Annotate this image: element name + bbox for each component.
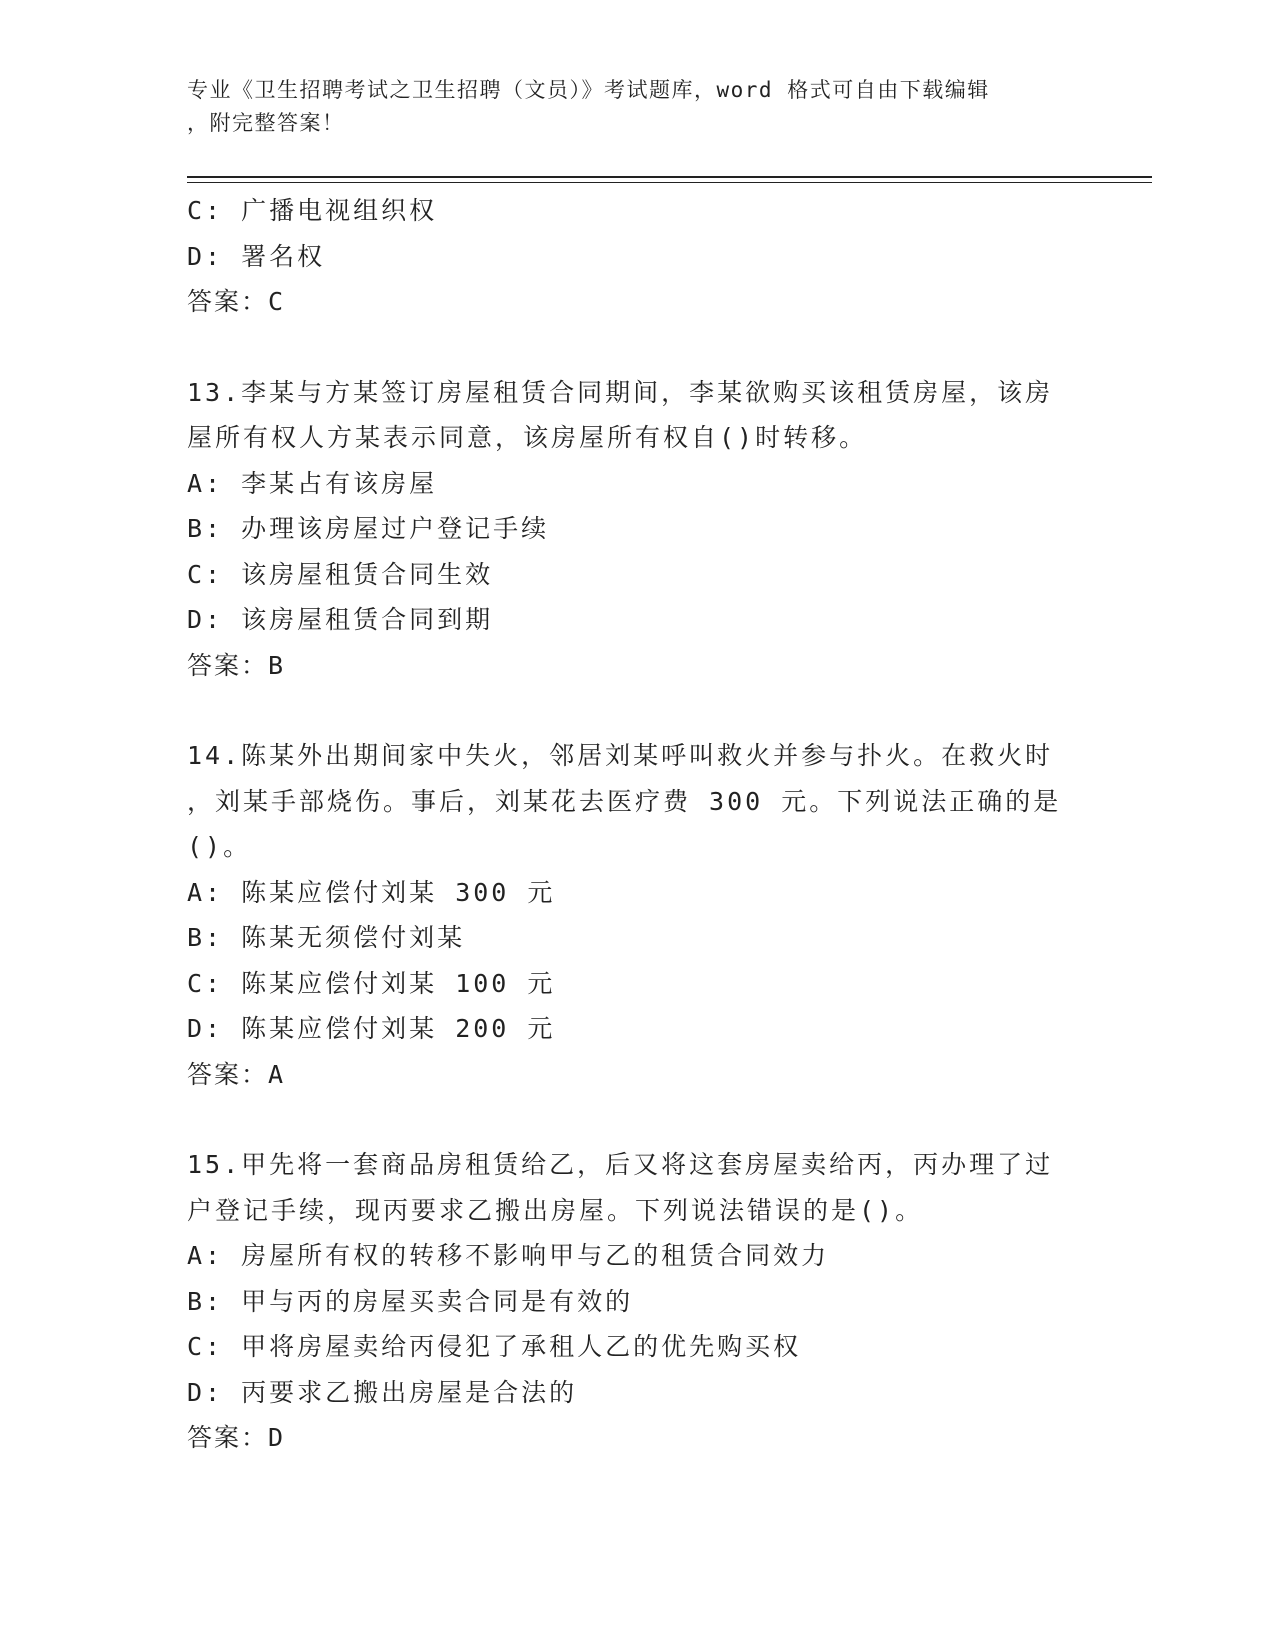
question-14 [187, 733, 1087, 1097]
option-d: D: 该房屋租赁合同到期 [187, 605, 494, 634]
question-12-continuation [187, 188, 1087, 325]
option-d: D: 丙要求乙搬出房屋是合法的 [187, 1377, 578, 1407]
header-divider-thick [187, 176, 1152, 178]
option-a: A: 李某占有该房屋 [187, 468, 438, 498]
question-stem-line: 屋所有权人方某表示同意，该房屋所有权自()时转移。 [187, 423, 868, 452]
question-stem-line: 15.甲先将一套商品房租赁给乙，后又将这套房屋卖给丙，丙办理了过 [187, 1150, 1054, 1179]
question-stem-line: ，刘某手部烧伤。事后，刘某花去医疗费 300 元。下列说法正确的是 [187, 786, 1062, 816]
question-stem-line: ()。 [187, 832, 252, 861]
option-b: B: 甲与丙的房屋买卖合同是有效的 [187, 1286, 634, 1316]
option-c: C: 广播电视组织权 [187, 196, 438, 225]
question-stem-line: 13.李某与方某签订房屋租赁合同期间，李某欲购买该租赁房屋，该房 [187, 377, 1054, 407]
question-13 [187, 370, 1087, 689]
option-d: D: 署名权 [187, 241, 326, 271]
answer-line: 答案：C [187, 287, 286, 316]
header-line-1: 专业《卫生招聘考试之卫生招聘（文员）》考试题库，word 格式可自由下载编辑 [187, 78, 990, 102]
option-c: C: 陈某应偿付刘某 100 元 [187, 968, 556, 998]
option-c: C: 甲将房屋卖给丙侵犯了承租人乙的优先购买权 [187, 1332, 802, 1361]
question-list [187, 188, 1087, 1461]
header-line-2: ，附完整答案！ [187, 111, 345, 135]
document-header [187, 74, 1087, 140]
answer-line: 答案：B [187, 650, 286, 680]
option-b: B: 陈某无须偿付刘某 [187, 923, 466, 952]
question-stem-line: 14.陈某外出期间家中失火，邻居刘某呼叫救火并参与扑火。在救火时 [187, 741, 1054, 770]
question-15 [187, 1142, 1087, 1461]
option-a: A: 陈某应偿付刘某 300 元 [187, 877, 556, 907]
header-divider-thin [187, 182, 1152, 183]
option-c: C: 该房屋租赁合同生效 [187, 559, 494, 589]
answer-line: 答案：A [187, 1059, 286, 1089]
answer-line: 答案：D [187, 1423, 286, 1452]
option-a: A: 房屋所有权的转移不影响甲与乙的租赁合同效力 [187, 1241, 830, 1270]
option-b: B: 办理该房屋过户登记手续 [187, 514, 550, 543]
option-d: D: 陈某应偿付刘某 200 元 [187, 1014, 556, 1043]
question-stem-line: 户登记手续，现丙要求乙搬出房屋。下列说法错误的是()。 [187, 1195, 924, 1225]
